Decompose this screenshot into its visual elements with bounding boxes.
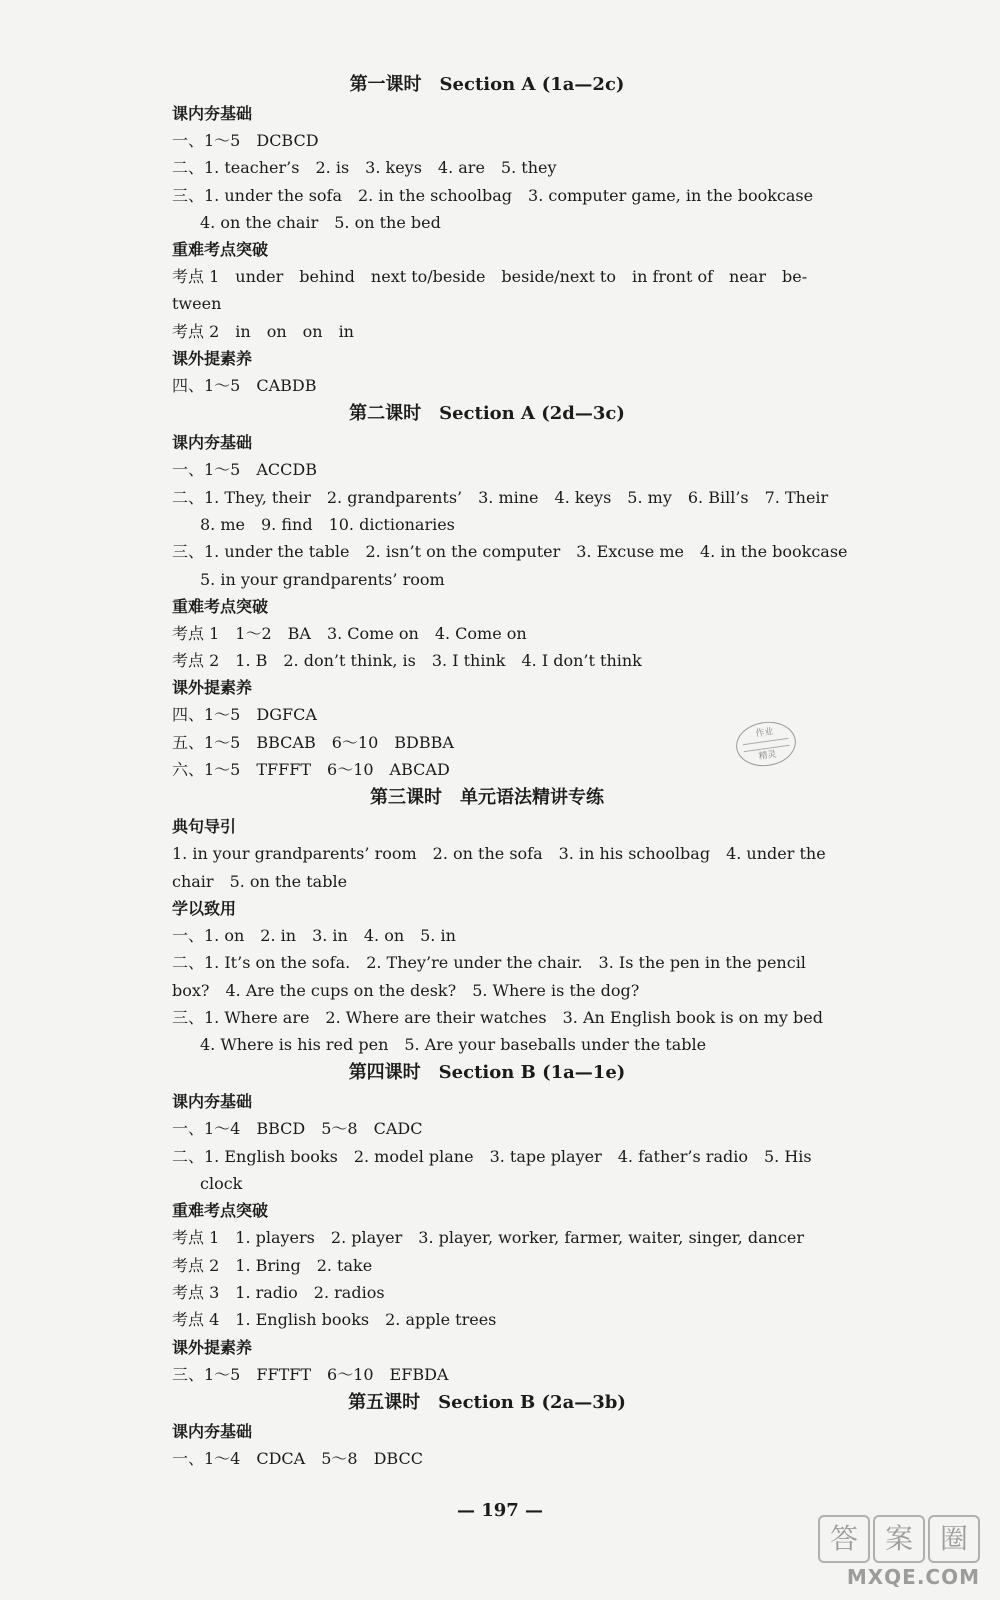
stamp-bottom: 精灵 <box>758 749 778 763</box>
lesson-title: 第二课时 Section A (2d—3c) <box>349 403 625 425</box>
answer-line: clock <box>200 1174 243 1194</box>
answer-line: 四、1～5 DGFCA <box>172 705 317 725</box>
lesson-title: 第四课时 Section B (1a—1e) <box>348 1062 626 1084</box>
section-heading: 课外提素养 <box>172 1337 253 1357</box>
section-heading: 重难考点突破 <box>172 240 269 260</box>
section-heading: 重难考点突破 <box>172 1201 269 1221</box>
answer-line: 六、1～5 TFFFT 6～10 ABCAD <box>172 760 450 780</box>
site-watermark <box>800 1515 980 1590</box>
answer-page <box>172 70 848 1472</box>
page-number: — 197 — <box>456 1500 544 1521</box>
section-heading: 课外提素养 <box>172 678 253 698</box>
lesson-title: 第一课时 Section A (1a—2c) <box>349 74 625 95</box>
answer-line: 二、1. They, their 2. grandparents’ 3. mine 4. keys 5. my 6. Bill’s 7. Their <box>172 487 829 507</box>
section-heading: 课内夯基础 <box>172 433 253 453</box>
answer-line: 三、1. under the sofa 2. in the schoolbag 3. computer game, in the bookcase <box>172 185 814 205</box>
answer-line: 考点 1 under behind next to/beside beside/next to in front of near be- <box>172 267 808 287</box>
answer-line: box? 4. Are the cups on the desk? 5. Where is the dog? <box>172 980 640 1000</box>
answer-line: 一、1～4 CDCA 5～8 DBCC <box>172 1448 423 1468</box>
section-heading: 课内夯基础 <box>172 1421 253 1441</box>
answer-line: 三、1～5 FFTFT 6～10 EFBDA <box>172 1364 449 1384</box>
answer-line: 5. in your grandparents’ room <box>200 569 445 589</box>
answer-line: 考点 4 1. English books 2. apple trees <box>172 1310 497 1330</box>
answer-line: 考点 2 1. Bring 2. take <box>172 1255 373 1275</box>
answer-line: 考点 3 1. radio 2. radios <box>172 1282 385 1302</box>
answer-line: 三、1. under the table 2. isn’t on the computer 3. Excuse me 4. in the bookcase <box>172 542 848 562</box>
answer-line: 三、1. Where are 2. Where are their watches 3. An English book is on my bed <box>172 1007 823 1027</box>
stamp-top: 作业 <box>754 726 775 740</box>
lesson-title: 第五课时 Section B (2a—3b) <box>348 1391 626 1413</box>
answer-line: tween <box>172 294 222 314</box>
section-heading: 重难考点突破 <box>172 596 269 616</box>
section-heading: 学以致用 <box>172 898 237 918</box>
lesson-title: 第三课时 单元语法精讲专练 <box>370 787 604 809</box>
answer-line: 4. on the chair 5. on the bed <box>200 212 441 232</box>
answer-line: 二、1. It’s on the sofa. 2. They’re under the chair. 3. Is the pen in the pencil <box>172 953 806 973</box>
answer-line: 四、1～5 CABDB <box>172 376 317 396</box>
answer-line: 一、1～4 BBCD 5～8 CADC <box>172 1119 423 1139</box>
answer-line: 二、1. English books 2. model plane 3. tape player 4. father’s radio 5. His <box>172 1146 812 1166</box>
answer-line: 考点 2 1. B 2. don’t think, is 3. I think 4. I don’t think <box>172 651 642 671</box>
answer-line: 考点 2 in on on in <box>172 321 354 341</box>
answer-line: 一、1. on 2. in 3. in 4. on 5. in <box>172 925 456 945</box>
answer-line: 考点 1 1～2 BA 3. Come on 4. Come on <box>172 623 527 643</box>
answer-line: 二、1. teacher’s 2. is 3. keys 4. are 5. they <box>172 158 557 178</box>
watermark-char-3: 圈 <box>928 1515 980 1563</box>
section-heading: 课外提素养 <box>172 349 253 369</box>
answer-line: 1. in your grandparents’ room 2. on the sofa 3. in his schoolbag 4. under the <box>172 844 826 864</box>
watermark-site: MXQE.COM <box>846 1565 980 1589</box>
watermark-char-1: 答 <box>818 1515 870 1563</box>
answer-line: 一、1～5 ACCDB <box>172 460 317 480</box>
answer-line: 4. Where is his red pen 5. Are your baseballs under the table <box>200 1035 707 1055</box>
answer-line: 五、1～5 BBCAB 6～10 BDBBA <box>172 732 454 752</box>
answer-line: 8. me 9. find 10. dictionaries <box>200 514 455 534</box>
answer-line: 考点 1 1. players 2. player 3. player, worker, farmer, waiter, singer, dancer <box>172 1228 805 1248</box>
answer-line: chair 5. on the table <box>172 871 348 891</box>
section-heading: 课内夯基础 <box>172 104 253 123</box>
answer-line: 一、1～5 DCBCD <box>172 131 319 150</box>
watermark-char-2: 案 <box>873 1515 925 1563</box>
section-heading: 课内夯基础 <box>172 1092 253 1112</box>
section-heading: 典句导引 <box>172 817 237 837</box>
watermark-logo <box>800 1515 980 1563</box>
